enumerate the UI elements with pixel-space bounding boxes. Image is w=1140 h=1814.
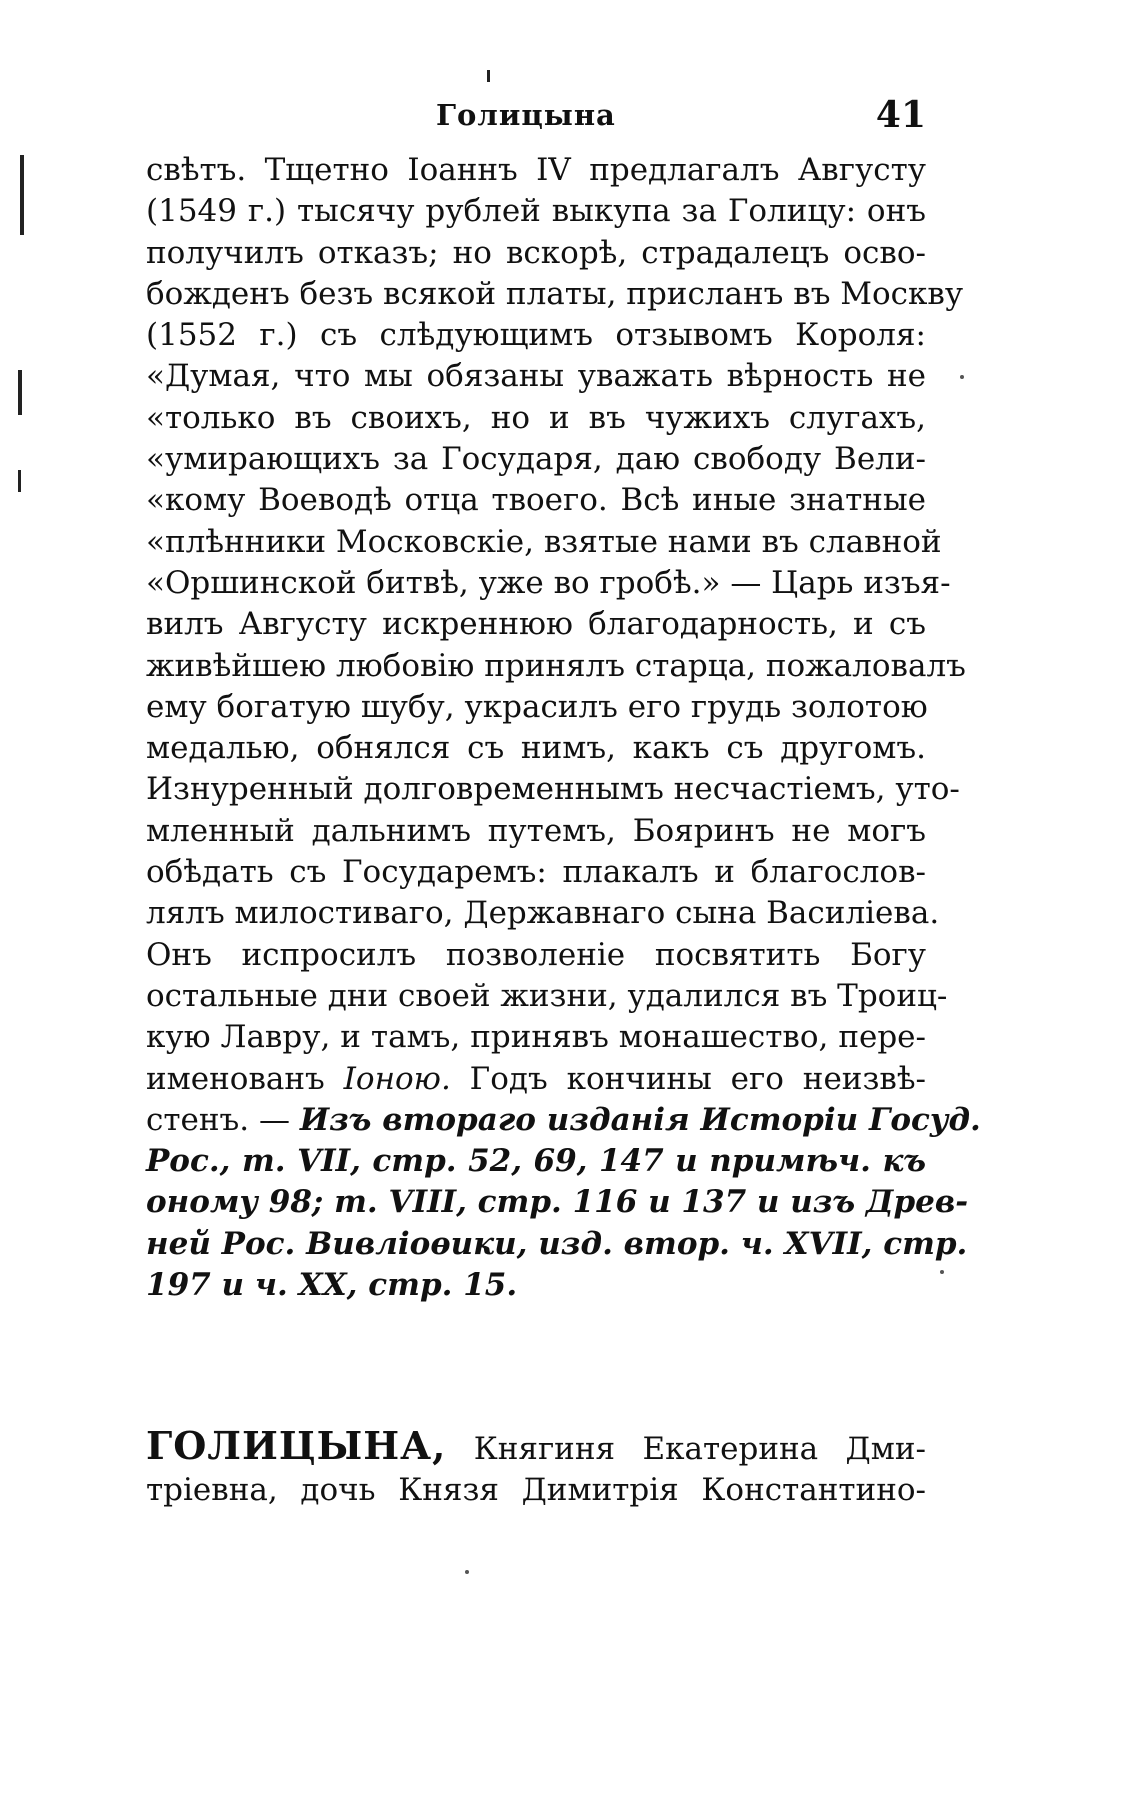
body-line: вилъ Августу искреннюю благодарность, и съ (146, 606, 926, 643)
body-line-text: именованъ (146, 1060, 325, 1097)
body-line: божденъ безъ всякой платы, присланъ въ Москву (146, 275, 964, 312)
citation-line: Рос., т. VII, стр. 52, 69, 147 и примѣч. къ (146, 1143, 926, 1180)
citation-start: Изъ втораго изданія Исторіи Госуд. (299, 1101, 981, 1138)
entry-first-line (146, 1424, 926, 1468)
scan-speck (940, 1270, 944, 1274)
body-line: «Думая, что мы обязаны уважать вѣрность не (146, 358, 926, 395)
body-line (146, 1059, 926, 1100)
body-line: (1549 г.) тысячу рублей выкупа за Голицу: онъ (146, 193, 926, 230)
body-line: «плѣнники Московскіе, взятые нами въ славной (146, 523, 942, 560)
body-line: Онъ испросилъ позволеніе посвятить Богу (146, 936, 926, 973)
body-line: ему богатую шубу, украсилъ его грудь золотою (146, 688, 928, 725)
body-line-text: Годъ кончины его неизвѣ- (450, 1060, 926, 1097)
margin-mark (18, 370, 22, 415)
margin-mark (487, 70, 490, 82)
entry-headword: ГОЛИЦЫНА, (146, 1423, 447, 1468)
body-line: медалью, обнялся съ нимъ, какъ съ другомъ. (146, 730, 926, 767)
body-line: обѣдать съ Государемъ: плакалъ и благослов- (146, 854, 926, 891)
body-line: остальные дни своей жизни, удалился въ Троиц- (146, 977, 948, 1014)
running-head (146, 94, 926, 142)
body-line: лялъ милостиваго, Державнаго сына Василіева. (146, 895, 940, 932)
name-iona-italic: Іоною. (343, 1060, 451, 1097)
body-line: живѣйшею любовію принялъ старца, пожаловалъ (146, 647, 966, 684)
entry-body-text (146, 150, 981, 1306)
entry-second-line: тріевна, дочь Князя Димитрія Константино- (146, 1472, 926, 1508)
citation-line: 197 и ч. XX, стр. 15. (146, 1267, 518, 1304)
scan-speck (465, 1570, 469, 1574)
page-number: 41 (875, 94, 926, 136)
body-line: мленный дальнимъ путемъ, Бояринъ не могъ (146, 812, 926, 849)
body-line: кую Лавру, и тамъ, принявъ монашество, пере- (146, 1019, 926, 1056)
next-entry (146, 1424, 926, 1512)
body-line: «умирающихъ за Государя, даю свободу Вели- (146, 441, 926, 478)
body-line: «Оршинской битвѣ, уже во гробѣ.» — Царь изъя- (146, 564, 951, 601)
body-line: (1552 г.) съ слѣдующимъ отзывомъ Короля: (146, 317, 926, 354)
body-line: свѣтъ. Тщетно Іоаннъ IV предлагалъ Августу (146, 152, 926, 188)
running-title: Голицына (436, 98, 616, 132)
body-line-text: стенъ. — (146, 1101, 300, 1138)
body-line: «кому Воеводѣ отца твоего. Всѣ иные знатные (146, 482, 926, 519)
margin-mark (18, 470, 21, 492)
body-line: получилъ отказъ; но вскорѣ, страдалецъ осво- (146, 234, 926, 271)
body-line: «только въ своихъ, но и въ чужихъ слугахъ, (146, 399, 926, 436)
margin-mark (20, 155, 24, 235)
citation-line: оному 98; т. VIII, стр. 116 и 137 и изъ Древ- (146, 1184, 969, 1221)
body-line: Изнуренный долговременнымъ несчастіемъ, уто- (146, 771, 960, 808)
body-line (146, 1100, 981, 1141)
scan-speck (960, 375, 964, 379)
citation-line: ней Рос. Вивліоѳики, изд. втор. ч. XVII, стр. (146, 1225, 968, 1262)
entry-text: Княгиня Екатерина Дми- (446, 1431, 926, 1467)
